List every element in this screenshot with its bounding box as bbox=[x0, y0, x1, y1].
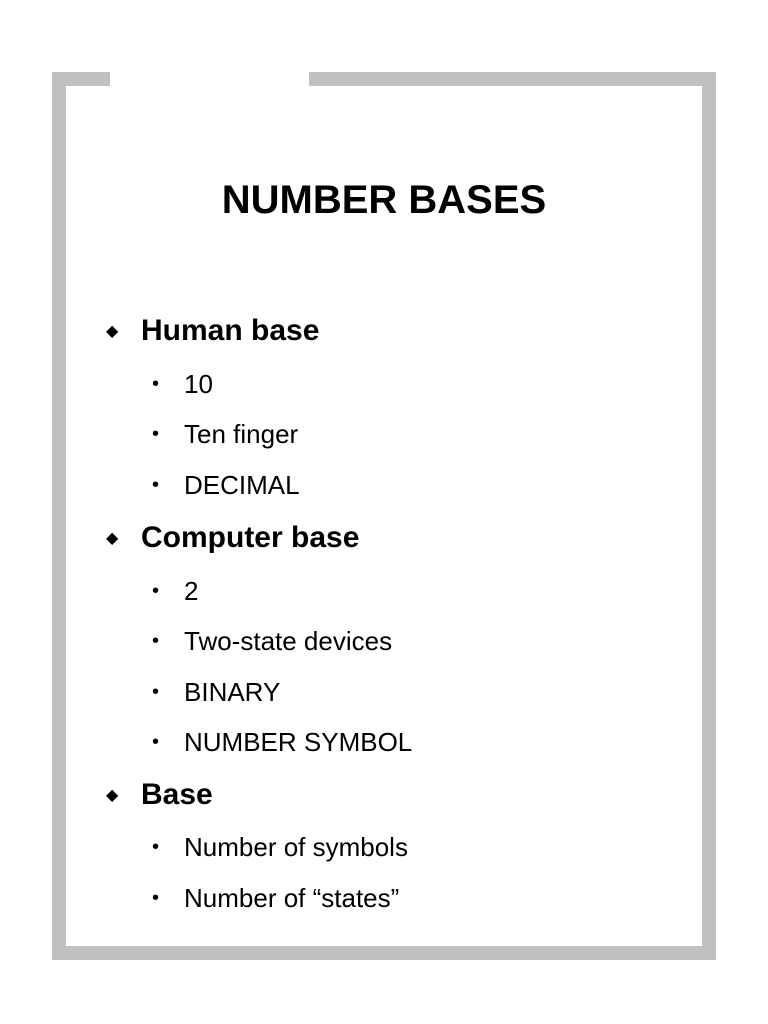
dot-bullet-icon: • bbox=[152, 886, 160, 909]
list-item-text: BINARY bbox=[184, 677, 281, 707]
list-item bbox=[152, 676, 280, 708]
list-item bbox=[152, 831, 408, 863]
page-title: NUMBER BASES bbox=[221, 178, 547, 222]
dot-bullet-icon: • bbox=[152, 579, 160, 602]
list-heading-human-base bbox=[106, 313, 319, 349]
list-item-text: 10 bbox=[184, 369, 213, 399]
dot-bullet-icon: • bbox=[152, 473, 160, 496]
diamond-bullet-icon: ◆ bbox=[106, 787, 119, 804]
list-item bbox=[152, 882, 399, 914]
frame-bottom-bar bbox=[52, 946, 716, 960]
list-item bbox=[152, 368, 213, 400]
list-item-text: NUMBER SYMBOL bbox=[184, 727, 413, 757]
list-item-text: Number of “states” bbox=[184, 883, 400, 913]
dot-bullet-icon: • bbox=[152, 730, 160, 753]
list-heading-text: Computer base bbox=[141, 521, 360, 554]
list-heading-base bbox=[106, 777, 213, 813]
diamond-bullet-icon: ◆ bbox=[106, 323, 119, 340]
list-item bbox=[152, 726, 412, 758]
list-item-text: Two-state devices bbox=[184, 626, 393, 656]
list-heading-computer-base bbox=[106, 520, 359, 556]
dot-bullet-icon: • bbox=[152, 680, 160, 703]
frame-top-right-bar bbox=[309, 72, 716, 86]
list-item bbox=[152, 418, 298, 450]
dot-bullet-icon: • bbox=[152, 422, 160, 445]
list-item bbox=[152, 469, 300, 501]
list-item-text: Number of symbols bbox=[184, 832, 408, 862]
diamond-bullet-icon: ◆ bbox=[106, 530, 119, 547]
list-heading-text: Human base bbox=[141, 314, 320, 347]
dot-bullet-icon: • bbox=[152, 835, 160, 858]
list-item bbox=[152, 575, 198, 607]
list-item-text: 2 bbox=[184, 576, 199, 606]
list-item-text: DECIMAL bbox=[184, 470, 300, 500]
list-item-text: Ten finger bbox=[184, 419, 299, 449]
dot-bullet-icon: • bbox=[152, 372, 160, 395]
dot-bullet-icon: • bbox=[152, 629, 160, 652]
list-item bbox=[152, 625, 392, 657]
list-heading-text: Base bbox=[141, 778, 213, 811]
